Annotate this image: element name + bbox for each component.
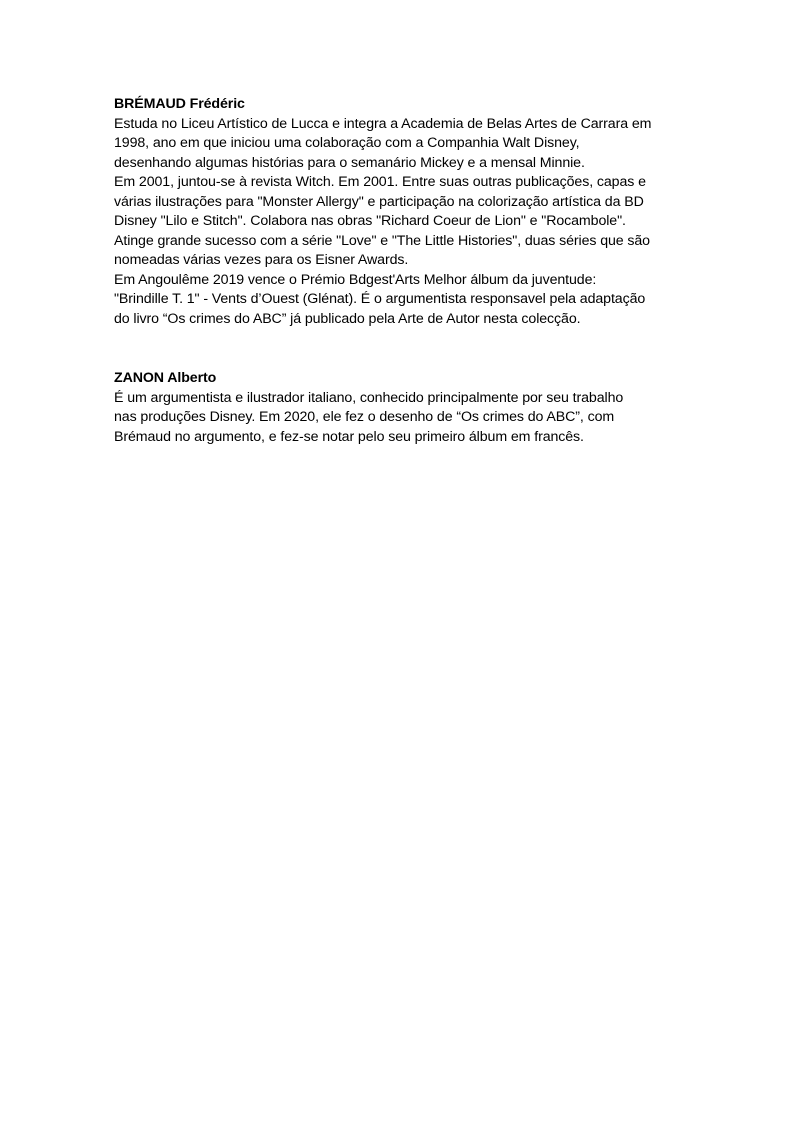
bio-text-line: Em Angoulême 2019 vence o Prémio Bdgest'Arts Melhor álbum da juventude: (114, 271, 597, 288)
bio-text-line: "Brindille T. 1" - Vents d’Ouest (Glénat). É o argumentista responsavel pela adaptação (114, 291, 646, 307)
bio-text-line: várias ilustrações para "Monster Allergy" e participação na colorização artística da BD (114, 193, 644, 210)
bio-text-line: nas produções Disney. Em 2020, ele fez o desenho de “Os crimes do ABC”, com (114, 409, 615, 425)
author-name: ZANON Alberto (114, 370, 217, 386)
bio-text-line: Disney "Lilo e Stitch". Colabora nas obras "Richard Coeur de Lion" e "Rocambole". (114, 213, 626, 229)
bio-text-line: nomeadas várias vezes para os Eisner Awards. (114, 252, 409, 268)
bio-text-line: Em 2001, juntou-se à revista Witch. Em 2001. Entre suas outras publicações, capas e (114, 174, 646, 190)
bio-text-line: É um argumentista e ilustrador italiano, conhecido principalmente por seu trabalho (114, 389, 624, 406)
biography-bremaud (114, 95, 684, 329)
biography-zanon (114, 369, 684, 447)
bio-text-line: desenhando algumas histórias para o semanário Mickey e a mensal Minnie. (114, 154, 585, 171)
bio-text-line: 1998, ano em que iniciou uma colaboração com a Companhia Walt Disney, (114, 135, 580, 151)
bio-text-line: Brémaud no argumento, e fez-se notar pelo seu primeiro álbum em francês. (114, 428, 584, 445)
bio-text-line: Estuda no Liceu Artístico de Lucca e integra a Academia de Belas Artes de Carrara em (114, 115, 652, 132)
bio-text-line: Atinge grande sucesso com a série "Love" e "The Little Histories", duas séries que são (114, 232, 650, 249)
author-name: BRÉMAUD Frédéric (114, 96, 245, 112)
bio-text-line: do livro “Os crimes do ABC” já publicado pela Arte de Autor nesta colecção. (114, 310, 581, 327)
